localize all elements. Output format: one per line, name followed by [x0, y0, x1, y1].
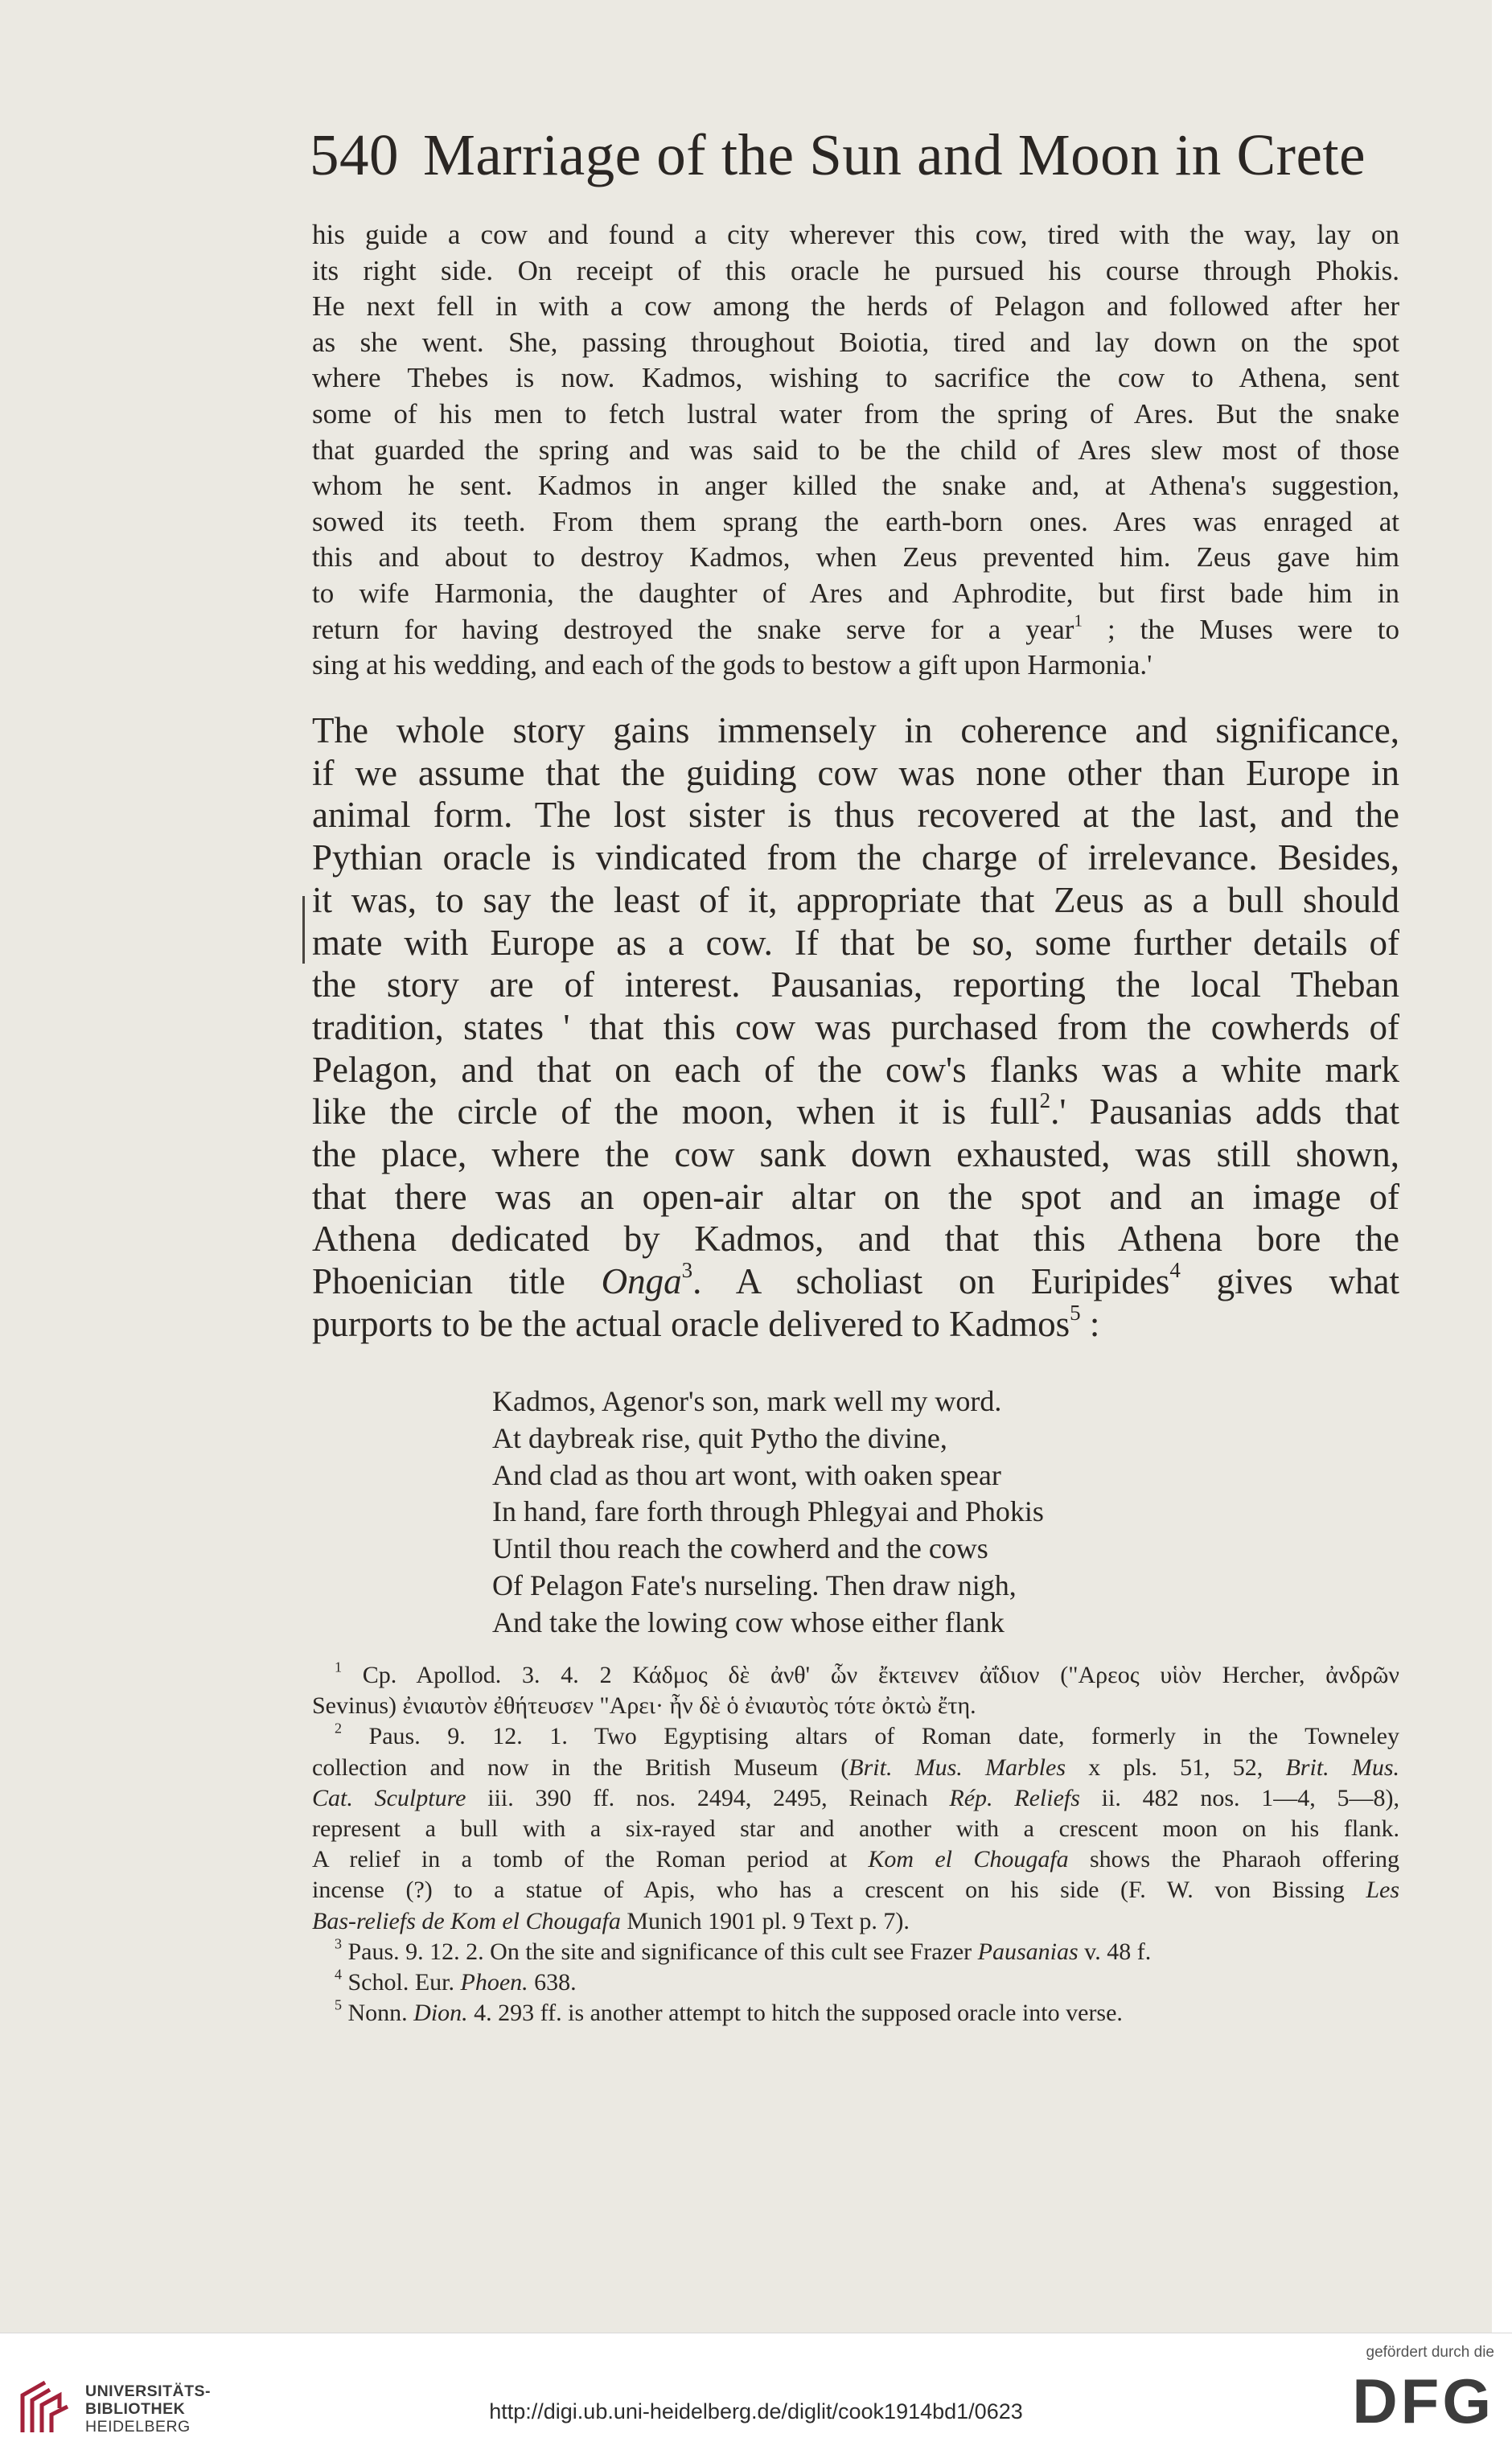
footnote-number: 5	[335, 1996, 342, 2013]
page-edge	[1492, 0, 1512, 2333]
footnote-italic: Phoen.	[460, 1969, 528, 1996]
footnote-1-cont: Sevinus) ἐνιαυτὸν ἐθήτευσεν "Αρει· ἦν δὲ ὁ ἐνιαυτὸς τότε ὀκτὼ ἔτη.	[312, 1692, 976, 1720]
dfg-logo[interactable]: DFG	[1352, 2366, 1494, 2436]
footnote-ref[interactable]: 2	[1039, 1088, 1051, 1113]
verse-line: Kadmos, Agenor's son, mark well my word.	[492, 1385, 1002, 1417]
quote-line: sowed its teeth. From them sprang the earth-born ones. Ares was enraged at	[312, 505, 1399, 537]
viewer-footer	[0, 2333, 1512, 2446]
footnote-text: Cp. Apollod. 3. 4. 2 Κάδμος δὲ ἀνθ' ὧν ἔκτεινεν ἀΐδιον ("Αρεος υἱὸν Hercher, ἀνδρῶν	[362, 1662, 1399, 1688]
quote-line: as she went. She, passing throughout Boiotia, tired and lay down on the spot	[312, 326, 1399, 358]
university-library-logo[interactable]	[18, 2379, 72, 2436]
body-paragraph	[312, 709, 1399, 1346]
running-head	[310, 119, 1403, 191]
footnote-ref[interactable]: 1	[1074, 610, 1083, 630]
quote-line: some of his men to fetch lustral water from the spring of Ares. But the snake	[312, 397, 1399, 430]
body-line: that there was an open-air altar on the spot and an image of	[312, 1176, 1399, 1217]
quote-line: his guide a cow and found a city wherever this cow, tired with the way, lay on	[312, 219, 1399, 250]
body-line: Pythian oracle is vindicated from the charge of irrelevance. Besides,	[312, 837, 1399, 878]
footnote-italic: Les	[1366, 1877, 1399, 1904]
footnote-2-cont: represent a bull with a six-rayed star and another with a crescent moon on his flank.	[312, 1815, 1399, 1843]
footnote-italic: Pausanias	[977, 1938, 1079, 1965]
quote-line	[312, 612, 1399, 648]
footnote-text: Munich 1901 pl. 9 Text p. 7).	[620, 1907, 910, 1934]
body-line	[312, 1300, 1399, 1346]
quote-line-text: return for having destroyed the snake serve for a year	[312, 613, 1074, 645]
body-line: mate with Europe as a cow. If that be so, some further details of	[312, 922, 1399, 963]
footnote-italic: Kom el Chougafa	[868, 1846, 1069, 1873]
body-line	[312, 1257, 1399, 1303]
footnote-1	[312, 1660, 1399, 1691]
page-number: 540	[310, 122, 399, 187]
verse-line: In hand, fare forth through Phlegyai and Phokis	[492, 1495, 1044, 1528]
body-line-text: Phoenician title	[312, 1261, 602, 1302]
footnote-2-cont	[312, 1906, 1399, 1937]
quote-line: He next fell in with a cow among the herds of Pelagon and followed after her	[312, 290, 1399, 323]
body-line-text: purports to be the actual oracle delivered to Kadmos	[312, 1303, 1070, 1344]
quote-line: sing at his wedding, and each of the gods to bestow a gift upon Harmonia.'	[312, 649, 1152, 681]
footnote-italic: Bas-reliefs de Kom el Chougafa	[312, 1907, 621, 1934]
footnote-text: v. 48 f.	[1078, 1938, 1152, 1965]
footnote-number: 4	[335, 1966, 342, 1983]
footnote-text: Paus. 9. 12. 1. Two Egyptising altars of Roman date, formerly in the Towneley	[368, 1723, 1399, 1750]
footnote-italic: Cat. Sculpture	[312, 1784, 466, 1811]
footnote-number: 3	[335, 1935, 342, 1952]
body-line-text: .' Pausanias adds that	[1050, 1091, 1400, 1133]
footnote-text: Schol. Eur.	[347, 1969, 461, 1996]
body-italic: Onga	[601, 1261, 682, 1302]
body-line: animal form. The lost sister is thus recovered at the last, and the	[312, 795, 1399, 836]
footnote-2-cont	[312, 1783, 1399, 1814]
footnote-number: 1	[335, 1659, 342, 1675]
footnote-text: A relief in a tomb of the Roman period at	[312, 1846, 869, 1873]
footnote-ref[interactable]: 5	[1070, 1300, 1081, 1325]
body-line-text: like the circle of the moon, when it is full	[312, 1091, 1040, 1133]
footnote-5	[312, 1998, 1399, 2029]
quote-line: where Thebes is now. Kadmos, wishing to sacrifice the cow to Athena, sent	[312, 362, 1399, 394]
body-line: it was, to say the least of it, appropriate that Zeus as a bull should	[312, 879, 1399, 920]
quote-line: to wife Harmonia, the daughter of Ares and Aphrodite, but first bade him in	[312, 577, 1399, 609]
verse-line: At daybreak rise, quit Pytho the divine,	[492, 1421, 947, 1454]
quote-line: its right side. On receipt of this oracle he pursued his course through Phokis.	[312, 254, 1399, 286]
footnote-number: 2	[335, 1720, 342, 1737]
body-line: Pelagon, and that on each of the cow's flanks was a white mark	[312, 1049, 1399, 1090]
quote-line: this and about to destroy Kadmos, when Zeus prevented him. Zeus gave him	[312, 541, 1399, 573]
footnote-4	[312, 1967, 1399, 1998]
quote-line: that guarded the spring and was said to be the child of Ares slew most of those	[312, 434, 1399, 466]
footnote-text: ii. 482 nos. 1—4, 5—8),	[1079, 1784, 1399, 1811]
quote-line: whom he sent. Kadmos in anger killed the snake and, at Athena's suggestion,	[312, 470, 1399, 502]
footnote-2	[312, 1721, 1399, 1752]
footnote-ref[interactable]: 3	[681, 1257, 693, 1282]
footnote-italic: Brit. Mus.	[1285, 1753, 1400, 1781]
footnote-3	[312, 1937, 1399, 1967]
uni-name-line: BIBLIOTHEK	[85, 2400, 186, 2418]
footnote-italic: Rép. Reliefs	[949, 1784, 1080, 1811]
logo-stroke	[51, 2407, 68, 2432]
body-line: The whole story gains immensely in coherence and significance,	[312, 710, 1399, 750]
footnote-text: shows the Pharaoh offering	[1068, 1846, 1400, 1873]
footnote-2-cont	[312, 1875, 1399, 1905]
verse-line: And take the lowing cow whose either flank	[492, 1605, 1005, 1638]
body-line-text: :	[1080, 1303, 1100, 1344]
body-line: the story are of interest. Pausanias, reporting the local Theban	[312, 964, 1399, 1005]
margin-mark	[302, 896, 305, 964]
body-line: the place, where the cow sank down exhausted, was still shown,	[312, 1134, 1399, 1175]
footnote-text: 638.	[528, 1969, 577, 1996]
footnotes	[312, 1660, 1399, 2029]
verse-line: Of Pelagon Fate's nurseling. Then draw nigh,	[492, 1568, 1017, 1601]
body-line: tradition, states ' that this cow was purchased from the cowherds of	[312, 1006, 1399, 1047]
footnote-text: collection and now in the British Museum (	[312, 1753, 849, 1781]
verse-line: Until thou reach the cowherd and the cows	[492, 1532, 988, 1565]
apollodorus-quote	[312, 217, 1399, 684]
footnote-text: Nonn.	[347, 2000, 414, 2027]
quote-line-text: ; the Muses were to	[1082, 613, 1399, 645]
footnote-text: x pls. 51, 52,	[1066, 1753, 1286, 1781]
permalink-url[interactable]: http://digi.ub.uni-heidelberg.de/diglit/cook1914bd1/0623	[489, 2399, 1023, 2423]
body-line	[312, 1088, 1400, 1133]
footnote-text: Paus. 9. 12. 2. On the site and significance of this cult see Frazer	[347, 1938, 978, 1965]
uni-name-line: UNIVERSITÄTS-	[85, 2382, 212, 2400]
footnote-italic: Brit. Mus. Marbles	[848, 1753, 1066, 1781]
body-line-text: . A scholiast on Euripides	[692, 1261, 1170, 1302]
footnote-text: iii. 390 ff. nos. 2494, 2495, Reinach	[466, 1784, 950, 1811]
oracle-verse	[492, 1383, 1216, 1642]
footnote-italic: Dion.	[413, 2000, 468, 2027]
footnote-2-cont	[312, 1753, 1399, 1783]
verse-line: And clad as thou art wont, with oaken spear	[492, 1458, 1001, 1491]
funded-by-label: gefördert durch die	[1366, 2344, 1494, 2361]
body-line-text: gives what	[1180, 1261, 1399, 1302]
footnote-text: incense (?) to a statue of Apis, who has a crescent on his side (F. W. von Bissing	[312, 1877, 1366, 1904]
uni-name-line: HEIDELBERG	[85, 2418, 191, 2436]
footnote-2-cont	[312, 1844, 1399, 1875]
footnote-text: 4. 293 ff. is another attempt to hitch the supposed oracle into verse.	[467, 2000, 1123, 2027]
footnote-ref[interactable]: 4	[1169, 1257, 1181, 1282]
running-title: Marriage of the Sun and Moon in Crete	[423, 122, 1366, 187]
body-line: Athena dedicated by Kadmos, and that this Athena bore the	[312, 1219, 1399, 1260]
university-library-name[interactable]	[85, 2382, 211, 2436]
body-line: if we assume that the guiding cow was none other than Europe in	[312, 752, 1399, 793]
